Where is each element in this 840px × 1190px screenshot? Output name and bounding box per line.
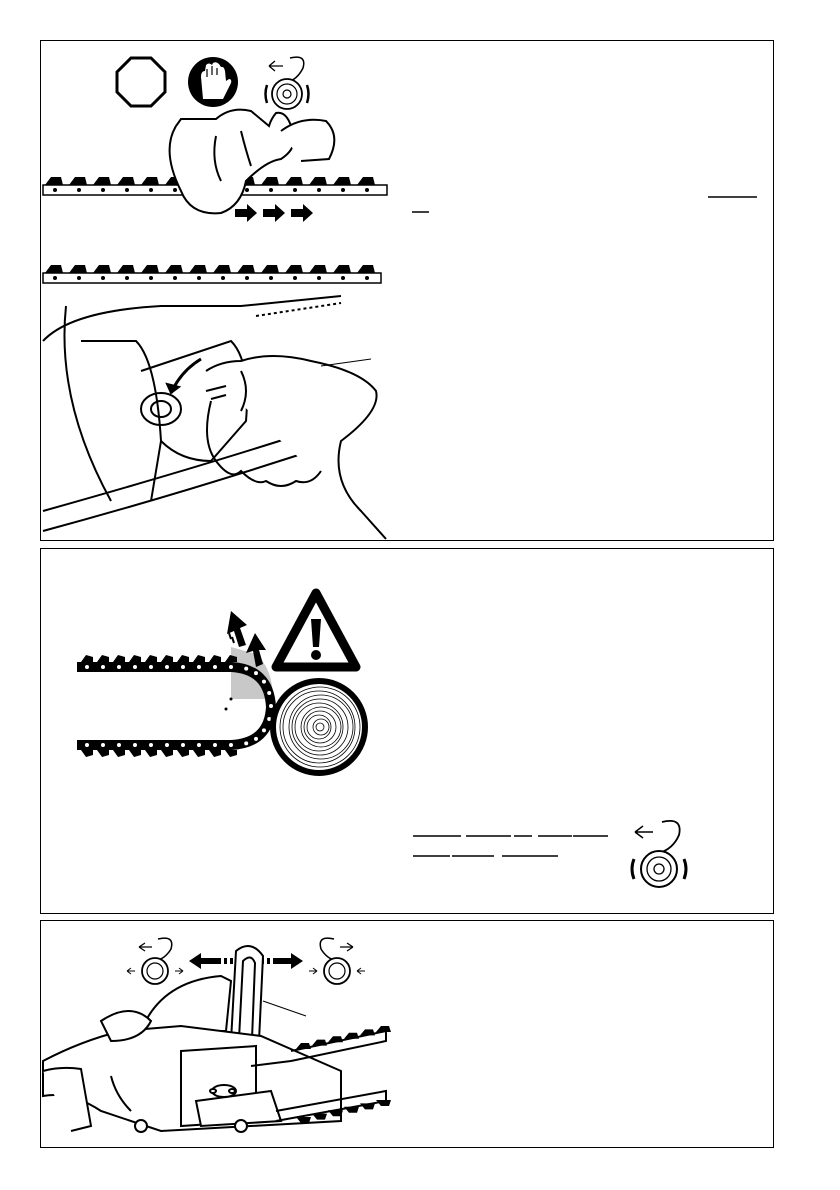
stop-octagon-icon	[117, 58, 165, 106]
brake-released-icon	[632, 821, 686, 887]
chain-bar-tip	[77, 655, 273, 757]
blank-text-lines	[413, 836, 608, 856]
chain-brake-illustration	[41, 921, 775, 1149]
panel-chain-brake	[40, 920, 774, 1148]
warning-triangle-icon	[276, 593, 356, 667]
gloves-icon	[188, 57, 238, 107]
gloved-hand-upper	[170, 110, 335, 214]
saw-chain-lower	[43, 265, 381, 283]
push-direction-arrows	[235, 204, 313, 222]
chain-check-illustration	[41, 41, 775, 542]
panel-chain-check	[40, 40, 774, 541]
brake-released-icon	[127, 938, 183, 984]
brake-engaged-icon	[309, 938, 365, 984]
brake-released-icon	[266, 57, 309, 109]
panel-kickback-zone	[40, 548, 774, 914]
chain-brake-release-illustration	[43, 296, 386, 539]
kickback-illustration	[41, 549, 775, 915]
log-end-grain	[273, 681, 365, 773]
